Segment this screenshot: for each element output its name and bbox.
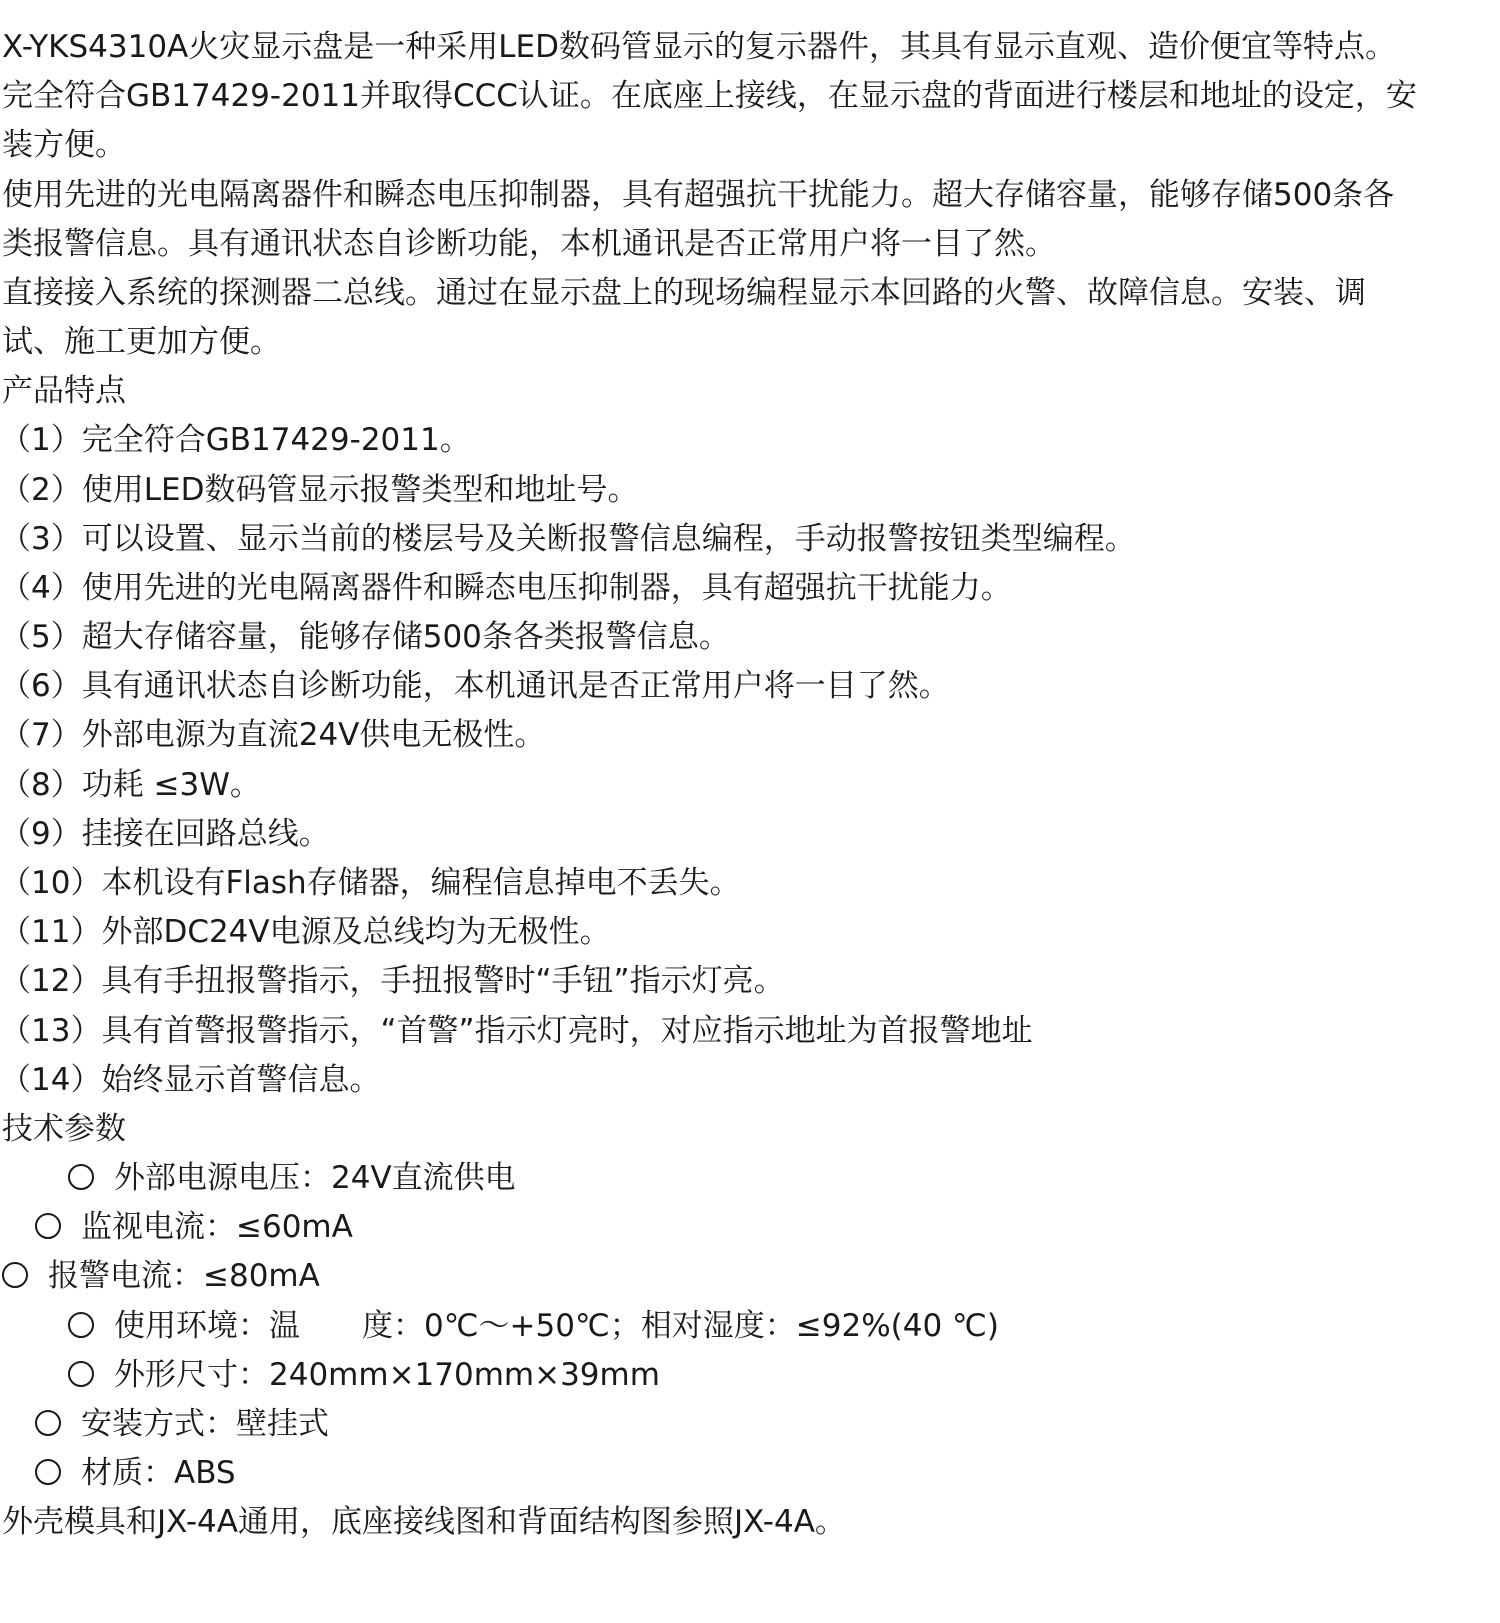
circle-bullet-icon xyxy=(68,1312,94,1338)
param-item xyxy=(68,1301,999,1352)
feature-item: （6）具有通讯状态自诊断功能，本机通讯是否正常用户将一目了然。 xyxy=(0,668,950,704)
feature-item: （7）外部电源为直流24V供电无极性。 xyxy=(0,717,546,753)
param-item xyxy=(35,1448,236,1499)
params-heading: 技术参数 xyxy=(2,1111,126,1147)
intro-line-6: 直接接入系统的探测器二总线。通过在显示盘上的现场编程显示本回路的火警、故障信息。安装、调 xyxy=(2,275,1366,311)
feature-item: （1）完全符合GB17429-2011。 xyxy=(0,422,471,458)
intro-line-5: 类报警信息。具有通讯状态自诊断功能，本机通讯是否正常用户将一目了然。 xyxy=(2,226,1056,262)
param-text: 材质：ABS xyxy=(81,1455,236,1491)
intro-line-7: 试、施工更加方便。 xyxy=(2,324,281,360)
feature-item: （13）具有首警报警指示，“首警”指示灯亮时，对应指示地址为首报警地址 xyxy=(0,1013,1033,1049)
param-text: 安装方式：壁挂式 xyxy=(81,1406,329,1442)
param-text: 外形尺寸：240mm×170mm×39mm xyxy=(114,1357,660,1393)
intro-line-2: 完全符合GB17429-2011并取得CCC认证。在底座上接线，在显示盘的背面进行楼层和地址的设定，安 xyxy=(2,78,1417,114)
param-item xyxy=(68,1153,516,1204)
feature-item: （10）本机设有Flash存储器，编程信息掉电不丢失。 xyxy=(0,865,741,901)
param-text: 监视电流：≤60mA xyxy=(81,1209,353,1245)
feature-item: （2）使用LED数码管显示报警类型和地址号。 xyxy=(0,472,639,508)
intro-line-3: 装方便。 xyxy=(2,127,126,163)
circle-bullet-icon xyxy=(35,1213,61,1239)
footer-note: 外壳模具和JX-4A通用，底座接线图和背面结构图参照JX-4A。 xyxy=(2,1504,846,1540)
param-item xyxy=(35,1399,329,1450)
circle-bullet-icon xyxy=(68,1361,94,1387)
param-text: 外部电源电压：24V直流供电 xyxy=(114,1160,516,1196)
param-text: 报警电流：≤80mA xyxy=(48,1258,320,1294)
feature-item: （8）功耗 ≤3W。 xyxy=(0,767,261,803)
intro-line-4: 使用先进的光电隔离器件和瞬态电压抑制器，具有超强抗干扰能力。超大存储容量，能够存储500条各 xyxy=(2,177,1395,213)
param-item xyxy=(68,1350,660,1401)
circle-bullet-icon xyxy=(68,1164,94,1190)
param-item xyxy=(35,1202,353,1253)
features-heading: 产品特点 xyxy=(2,373,126,409)
feature-item: （9）挂接在回路总线。 xyxy=(0,816,330,852)
feature-item: （11）外部DC24V电源及总线均为无极性。 xyxy=(0,914,611,950)
param-item xyxy=(2,1251,320,1302)
circle-bullet-icon xyxy=(2,1262,28,1288)
circle-bullet-icon xyxy=(35,1410,61,1436)
feature-item: （3）可以设置、显示当前的楼层号及关断报警信息编程，手动报警按钮类型编程。 xyxy=(0,521,1136,557)
feature-item: （5）超大存储容量，能够存储500条各类报警信息。 xyxy=(0,619,730,655)
feature-item: （4）使用先进的光电隔离器件和瞬态电压抑制器，具有超强抗干扰能力。 xyxy=(0,570,1012,606)
circle-bullet-icon xyxy=(35,1459,61,1485)
feature-item: （12）具有手扭报警指示，手扭报警时“手钮”指示灯亮。 xyxy=(0,963,785,999)
intro-line-1: X-YKS4310A火灾显示盘是一种采用LED数码管显示的复示器件，其具有显示直观、造价便宜等特点。 xyxy=(2,29,1396,65)
param-text: 使用环境：温 度：0℃～+50℃；相对湿度：≤92%(40 ℃) xyxy=(114,1308,999,1344)
feature-item: （14）始终显示首警信息。 xyxy=(0,1062,381,1098)
